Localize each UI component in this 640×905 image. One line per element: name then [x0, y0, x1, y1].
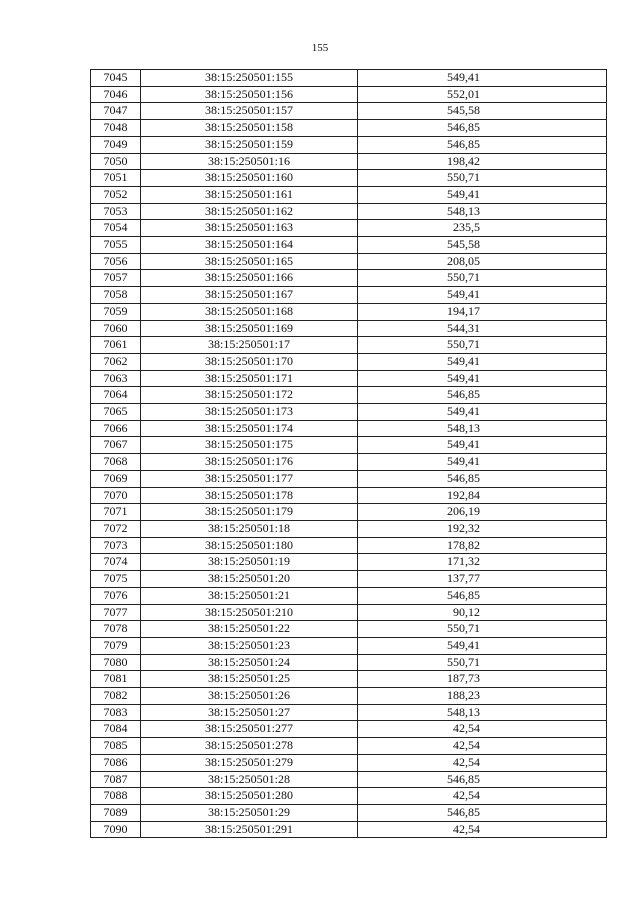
- row-number: 7066: [91, 420, 141, 437]
- area-value: 549,41: [358, 637, 607, 654]
- table-row: [91, 537, 607, 554]
- table-row: [91, 404, 607, 421]
- cadastral-number: 38:15:250501:23: [141, 637, 358, 654]
- area-value: 546,85: [358, 587, 607, 604]
- table-row: [91, 370, 607, 387]
- area-value: 549,41: [358, 454, 607, 471]
- row-number: 7088: [91, 788, 141, 805]
- row-number: 7068: [91, 454, 141, 471]
- row-number: 7048: [91, 120, 141, 137]
- row-number: 7056: [91, 253, 141, 270]
- cadastral-number: 38:15:250501:168: [141, 303, 358, 320]
- area-value: 188,23: [358, 688, 607, 705]
- table-row: [91, 337, 607, 354]
- table-row: [91, 721, 607, 738]
- cadastral-number: 38:15:250501:157: [141, 103, 358, 120]
- area-value: 549,41: [358, 404, 607, 421]
- area-value: 192,32: [358, 520, 607, 537]
- cadastral-number: 38:15:250501:26: [141, 688, 358, 705]
- area-value: 550,71: [358, 337, 607, 354]
- area-value: 546,85: [358, 470, 607, 487]
- cadastral-number: 38:15:250501:278: [141, 738, 358, 755]
- table-row: [91, 353, 607, 370]
- table-row: [91, 153, 607, 170]
- area-value: 178,82: [358, 537, 607, 554]
- area-value: 550,71: [358, 654, 607, 671]
- table-row: [91, 821, 607, 838]
- area-value: 192,84: [358, 487, 607, 504]
- table-row: [91, 454, 607, 471]
- cadastral-number: 38:15:250501:172: [141, 387, 358, 404]
- area-value: 550,71: [358, 270, 607, 287]
- area-value: 552,01: [358, 86, 607, 103]
- area-value: 549,41: [358, 70, 607, 87]
- parcel-table: [90, 69, 607, 838]
- area-value: 90,12: [358, 604, 607, 621]
- table-row: [91, 654, 607, 671]
- table-row: [91, 203, 607, 220]
- cadastral-number: 38:15:250501:155: [141, 70, 358, 87]
- area-value: 544,31: [358, 320, 607, 337]
- cadastral-number: 38:15:250501:170: [141, 353, 358, 370]
- table-row: [91, 688, 607, 705]
- area-value: 187,73: [358, 671, 607, 688]
- cadastral-number: 38:15:250501:277: [141, 721, 358, 738]
- cadastral-number: 38:15:250501:280: [141, 788, 358, 805]
- cadastral-number: 38:15:250501:178: [141, 487, 358, 504]
- table-row: [91, 387, 607, 404]
- page-number: 155: [311, 42, 329, 54]
- row-number: 7062: [91, 353, 141, 370]
- cadastral-number: 38:15:250501:161: [141, 186, 358, 203]
- cadastral-number: 38:15:250501:24: [141, 654, 358, 671]
- cadastral-number: 38:15:250501:25: [141, 671, 358, 688]
- table-row: [91, 287, 607, 304]
- area-value: 546,85: [358, 136, 607, 153]
- cadastral-number: 38:15:250501:171: [141, 370, 358, 387]
- row-number: 7059: [91, 303, 141, 320]
- area-value: 548,13: [358, 203, 607, 220]
- row-number: 7077: [91, 604, 141, 621]
- row-number: 7058: [91, 287, 141, 304]
- table-row: [91, 621, 607, 638]
- row-number: 7082: [91, 688, 141, 705]
- table-row: [91, 704, 607, 721]
- area-value: 549,41: [358, 186, 607, 203]
- cadastral-number: 38:15:250501:22: [141, 621, 358, 638]
- table-row: [91, 303, 607, 320]
- area-value: 546,85: [358, 387, 607, 404]
- row-number: 7078: [91, 621, 141, 638]
- row-number: 7076: [91, 587, 141, 604]
- cadastral-number: 38:15:250501:27: [141, 704, 358, 721]
- row-number: 7060: [91, 320, 141, 337]
- cadastral-number: 38:15:250501:164: [141, 237, 358, 254]
- row-number: 7086: [91, 754, 141, 771]
- row-number: 7074: [91, 554, 141, 571]
- row-number: 7053: [91, 203, 141, 220]
- area-value: 137,77: [358, 571, 607, 588]
- table-row: [91, 237, 607, 254]
- area-value: 198,42: [358, 153, 607, 170]
- table-row: [91, 487, 607, 504]
- row-number: 7061: [91, 337, 141, 354]
- row-number: 7073: [91, 537, 141, 554]
- area-value: 42,54: [358, 721, 607, 738]
- cadastral-number: 38:15:250501:173: [141, 404, 358, 421]
- row-number: 7051: [91, 170, 141, 187]
- row-number: 7065: [91, 404, 141, 421]
- area-value: 206,19: [358, 504, 607, 521]
- row-number: 7047: [91, 103, 141, 120]
- table-row: [91, 220, 607, 237]
- row-number: 7071: [91, 504, 141, 521]
- area-value: 549,41: [358, 437, 607, 454]
- area-value: 548,13: [358, 420, 607, 437]
- cadastral-number: 38:15:250501:175: [141, 437, 358, 454]
- area-value: 549,41: [358, 370, 607, 387]
- table-row: [91, 804, 607, 821]
- cadastral-number: 38:15:250501:163: [141, 220, 358, 237]
- table-row: [91, 520, 607, 537]
- row-number: 7045: [91, 70, 141, 87]
- table-row: [91, 554, 607, 571]
- table-row: [91, 470, 607, 487]
- row-number: 7081: [91, 671, 141, 688]
- cadastral-number: 38:15:250501:29: [141, 804, 358, 821]
- cadastral-number: 38:15:250501:17: [141, 337, 358, 354]
- table-row: [91, 504, 607, 521]
- table-row: [91, 86, 607, 103]
- area-value: 42,54: [358, 821, 607, 838]
- cadastral-number: 38:15:250501:18: [141, 520, 358, 537]
- row-number: 7055: [91, 237, 141, 254]
- area-value: 550,71: [358, 170, 607, 187]
- row-number: 7085: [91, 738, 141, 755]
- area-value: 42,54: [358, 788, 607, 805]
- area-value: 546,85: [358, 120, 607, 137]
- area-value: 208,05: [358, 253, 607, 270]
- table-row: [91, 253, 607, 270]
- parcel-table-body: [91, 70, 607, 838]
- row-number: 7089: [91, 804, 141, 821]
- cadastral-number: 38:15:250501:166: [141, 270, 358, 287]
- cadastral-number: 38:15:250501:16: [141, 153, 358, 170]
- table-row: [91, 671, 607, 688]
- table-row: [91, 70, 607, 87]
- row-number: 7072: [91, 520, 141, 537]
- table-row: [91, 270, 607, 287]
- row-number: 7087: [91, 771, 141, 788]
- row-number: 7057: [91, 270, 141, 287]
- area-value: 549,41: [358, 287, 607, 304]
- row-number: 7090: [91, 821, 141, 838]
- row-number: 7049: [91, 136, 141, 153]
- cadastral-number: 38:15:250501:20: [141, 571, 358, 588]
- area-value: 548,13: [358, 704, 607, 721]
- cadastral-number: 38:15:250501:162: [141, 203, 358, 220]
- cadastral-number: 38:15:250501:174: [141, 420, 358, 437]
- row-number: 7084: [91, 721, 141, 738]
- table-row: [91, 771, 607, 788]
- area-value: 549,41: [358, 353, 607, 370]
- table-row: [91, 788, 607, 805]
- row-number: 7054: [91, 220, 141, 237]
- table-row: [91, 420, 607, 437]
- area-value: 171,32: [358, 554, 607, 571]
- table-row: [91, 738, 607, 755]
- cadastral-number: 38:15:250501:210: [141, 604, 358, 621]
- row-number: 7075: [91, 571, 141, 588]
- cadastral-number: 38:15:250501:176: [141, 454, 358, 471]
- cadastral-number: 38:15:250501:167: [141, 287, 358, 304]
- area-value: 546,85: [358, 804, 607, 821]
- area-value: 545,58: [358, 103, 607, 120]
- area-value: 545,58: [358, 237, 607, 254]
- cadastral-number: 38:15:250501:158: [141, 120, 358, 137]
- cadastral-number: 38:15:250501:180: [141, 537, 358, 554]
- table-row: [91, 571, 607, 588]
- cadastral-number: 38:15:250501:291: [141, 821, 358, 838]
- row-number: 7064: [91, 387, 141, 404]
- cadastral-number: 38:15:250501:160: [141, 170, 358, 187]
- table-row: [91, 320, 607, 337]
- cadastral-number: 38:15:250501:279: [141, 754, 358, 771]
- table-row: [91, 754, 607, 771]
- area-value: 550,71: [358, 621, 607, 638]
- area-value: 235,5: [358, 220, 607, 237]
- table-row: [91, 170, 607, 187]
- table-row: [91, 186, 607, 203]
- cadastral-number: 38:15:250501:159: [141, 136, 358, 153]
- cadastral-number: 38:15:250501:165: [141, 253, 358, 270]
- row-number: 7050: [91, 153, 141, 170]
- area-value: 546,85: [358, 771, 607, 788]
- table-row: [91, 103, 607, 120]
- row-number: 7069: [91, 470, 141, 487]
- row-number: 7067: [91, 437, 141, 454]
- table-row: [91, 136, 607, 153]
- row-number: 7052: [91, 186, 141, 203]
- area-value: 42,54: [358, 754, 607, 771]
- table-row: [91, 437, 607, 454]
- table-row: [91, 637, 607, 654]
- row-number: 7079: [91, 637, 141, 654]
- cadastral-number: 38:15:250501:21: [141, 587, 358, 604]
- table-row: [91, 604, 607, 621]
- cadastral-number: 38:15:250501:169: [141, 320, 358, 337]
- row-number: 7046: [91, 86, 141, 103]
- row-number: 7083: [91, 704, 141, 721]
- row-number: 7063: [91, 370, 141, 387]
- cadastral-number: 38:15:250501:19: [141, 554, 358, 571]
- cadastral-number: 38:15:250501:177: [141, 470, 358, 487]
- cadastral-number: 38:15:250501:28: [141, 771, 358, 788]
- row-number: 7070: [91, 487, 141, 504]
- cadastral-number: 38:15:250501:179: [141, 504, 358, 521]
- cadastral-number: 38:15:250501:156: [141, 86, 358, 103]
- table-row: [91, 120, 607, 137]
- area-value: 194,17: [358, 303, 607, 320]
- area-value: 42,54: [358, 738, 607, 755]
- table-row: [91, 587, 607, 604]
- row-number: 7080: [91, 654, 141, 671]
